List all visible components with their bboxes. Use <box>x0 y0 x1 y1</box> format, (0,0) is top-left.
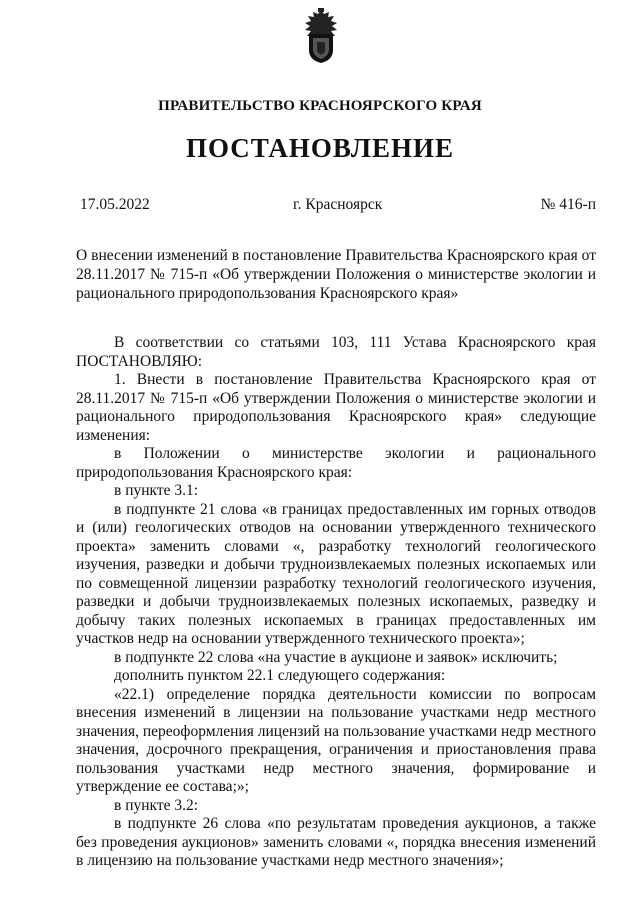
paragraph: в пункте 3.2: <box>114 796 199 814</box>
paragraph: в пункте 3.1: <box>114 482 199 499</box>
coat-of-arms-icon <box>299 8 343 64</box>
paragraph: в подпункте 22 слова «на участие в аукционе и заявок» исключить; <box>114 648 558 666</box>
paragraph: 1. Внести в постановление Правительства Красноярского края от 28.11.2017 № 715-п «Об утверждении Положения о министерстве экологии и рационального природопользования Красноярского края» следующие изменения: <box>76 371 596 444</box>
paragraph: «22.1) определение порядка деятельности комиссии по вопросам внесения изменений в лицензии на пользование участками недр местного значения, переоформления лицензий на пользование участками недр местного значения, досрочного прекращения, ограничения и приостановления права пользования участками недр местного значения, формирование и утверждение ее состава;»; <box>76 685 596 795</box>
paragraph: в подпункте 21 слова «в границах предоставленных им горных отводов и (или) геологических отводов на основании утвержденного технического проекта» заменить словами «, разработку технологий геологического изучения, разведки и добычи трудноизвлекаемых полезных ископаемых или по совмещенной лицензии разработку технологий геологического изучения, разведки и добычи трудноизвлекаемых полезных ископаемых, разведку и добычу таких полезных ископаемых в границах предоставленных им участков недр на основании утвержденного технического проекта»; <box>76 500 596 647</box>
document-number: № 416-п <box>540 196 596 213</box>
document-type-title: ПОСТАНОВЛЕНИЕ <box>185 133 455 163</box>
paragraph: в подпункте 26 слова «по результатам проведения аукционов, а также без проведения аукционов» заменить словами «, порядка внесения изменений в лицензию на пользование участками недр местного значения»; <box>76 815 596 869</box>
document-body <box>76 334 596 871</box>
organization-title: ПРАВИТЕЛЬСТВО КРАСНОЯРСКОГО КРАЯ <box>158 98 482 114</box>
document-date: 17.05.2022 <box>80 196 150 213</box>
document-subject: О внесении изменений в постановление Правительства Красноярского края от 28.11.2017 № 715-п «Об утверждении Положения о министерстве экологии и рационального природопользования Красноярского края» <box>76 247 596 302</box>
paragraph: в Положении о министерстве экологии и рационального природопользования Красноярского края: <box>76 445 596 481</box>
paragraph: дополнить пунктом 22.1 следующего содержания: <box>114 667 446 684</box>
document-city: г. Красноярск <box>293 196 383 213</box>
paragraph: В соответствии со статьями 103, 111 Устава Красноярского края ПОСТАНОВЛЯЮ: <box>76 334 596 370</box>
